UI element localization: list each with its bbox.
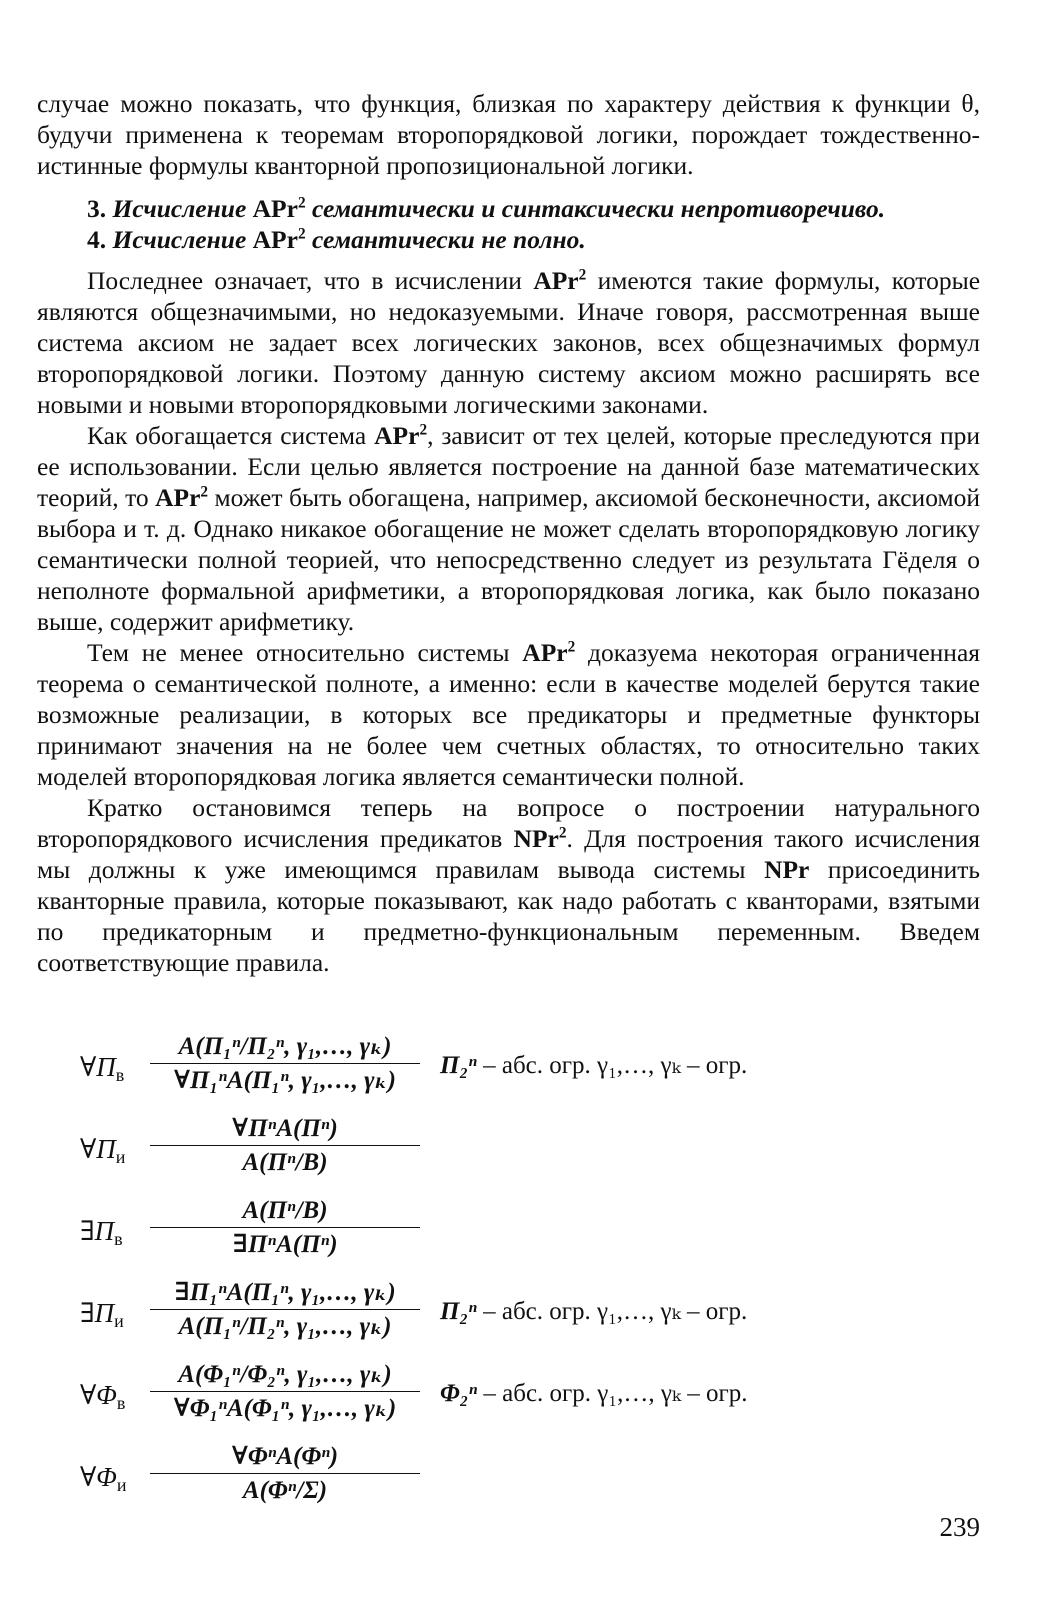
conclusion: ∃ΠⁿA(Πⁿ) bbox=[232, 1231, 338, 1258]
paragraph-5: Кратко остановимся теперь на вопросе о построении натурального второпорядкового исчисления предикатов NPr$^2$. Для построения такого исчисления мы должны к уже имеющимся правилам вывода системы NPr присоединить кванторные правила, которые показывают, как надо работать с кванторами, взятыми по предикаторным и предметно-функциональным переменным. Введем соответствующие правила. bbox=[37, 793, 981, 977]
rule-fraction bbox=[150, 1194, 420, 1261]
rule-fraction bbox=[150, 1112, 420, 1179]
inference-rules bbox=[80, 1030, 980, 1522]
rule-fraction bbox=[150, 1030, 420, 1097]
theorem-3: 3. Исчисление APr$^2$ семантически и синтаксически непротиворечиво. bbox=[87, 194, 886, 223]
paragraph-4: Тем не менее относительно системы APr$^2$ доказуема некоторая ограниченная теорема о семантической полноте, а именно: если в качестве моделей берутся такие возможные реализации, в которых все предикаторы и предметные функторы принимают значения на не более чем счетных областях, то относительно таких моделей второпорядковая логика является семантически полной. bbox=[37, 638, 980, 791]
rule-exists-pi-intro bbox=[80, 1194, 980, 1276]
rule-label: ∀Πи bbox=[80, 1134, 126, 1167]
rule-condition: Φ₂ⁿ – абс. огр. γ₁,…, γₖ – огр. bbox=[440, 1380, 748, 1407]
rule-fraction bbox=[150, 1440, 420, 1507]
premise: A(Φ₁ⁿ/Φ₂ⁿ, γ₁,…, γₖ) bbox=[178, 1361, 392, 1388]
rule-condition: Π₂ⁿ – абс. огр. γ₁,…, γₖ – огр. bbox=[440, 1052, 748, 1079]
premise: A(Π₁ⁿ/Π₂ⁿ, γ₁,…, γₖ) bbox=[178, 1033, 392, 1060]
rule-fraction bbox=[150, 1358, 420, 1425]
theorem-4: 4. Исчисление APr$^2$ семантически не полно. bbox=[87, 225, 586, 254]
rule-exists-pi-elim bbox=[80, 1276, 980, 1358]
paragraph-2: Последнее означает, что в исчислении APr$^2$ имеются такие формулы, которые являются общезначимыми, но недоказуемыми. Иначе говоря, рассмотренная выше система аксиом не задает всех логических законов, всех общезначимых формул второпорядковой логики. Поэтому данную систему аксиом можно расширять все новыми и новыми второпорядковыми логическими законами. bbox=[37, 266, 981, 419]
rule-forall-pi-elim bbox=[80, 1112, 980, 1194]
page-number: 239 bbox=[939, 1512, 980, 1542]
rule-label: ∃Πв bbox=[80, 1216, 123, 1249]
paragraph-3: Как обогащается система APr$^2$, зависит от тех целей, которые преследуются при ее использовании. Если целью является построение на данной базе математических теорий, то APr$^2$ может быть обогащена, например, аксиомой бесконечности, аксиомой выбора и т. д. Однако никакое обогащение не может сделать второпорядковую логику семантически полной теорией, что непосредственно следует из результата Гёделя о неполноте формальной арифметики, а второпорядковая логика, как было показано выше, содержит арифметику. bbox=[37, 421, 980, 636]
paragraph-1: случае можно показать, что функция, близкая по характеру действия к функции θ, будучи применена к теоремам второпорядковой логики, порождает тождественно-истинные формулы кванторной пропозициональной логики. bbox=[37, 89, 980, 180]
premise: A(Πⁿ/B) bbox=[242, 1197, 328, 1224]
rule-label: ∃Πи bbox=[80, 1298, 124, 1331]
conclusion: A(Φⁿ/Σ) bbox=[242, 1477, 328, 1504]
rule-fraction bbox=[150, 1276, 420, 1343]
body-text bbox=[37, 88, 980, 978]
rule-forall-pi-intro bbox=[80, 1030, 980, 1112]
premise: ∀ΠⁿA(Πⁿ) bbox=[232, 1115, 338, 1142]
rule-forall-phi-intro bbox=[80, 1358, 980, 1440]
conclusion: ∀Π₁ⁿA(Π₁ⁿ, γ₁,…, γₖ) bbox=[174, 1067, 396, 1094]
rule-label: ∀Φв bbox=[80, 1380, 126, 1413]
premise: ∀ΦⁿA(Φⁿ) bbox=[231, 1443, 339, 1470]
conclusion: ∀Φ₁ⁿA(Φ₁ⁿ, γ₁,…, γₖ) bbox=[173, 1395, 397, 1422]
rule-forall-phi-elim bbox=[80, 1440, 980, 1522]
rule-label: ∀Πв bbox=[80, 1052, 125, 1085]
rule-condition: Π₂ⁿ – абс. огр. γ₁,…, γₖ – огр. bbox=[440, 1298, 748, 1325]
rule-label: ∀Φи bbox=[80, 1462, 127, 1495]
premise: ∃Π₁ⁿA(Π₁ⁿ, γ₁,…, γₖ) bbox=[174, 1279, 396, 1306]
conclusion: A(Πⁿ/B) bbox=[242, 1149, 328, 1176]
conclusion: A(Π₁ⁿ/Π₂ⁿ, γ₁,…, γₖ) bbox=[178, 1313, 392, 1340]
